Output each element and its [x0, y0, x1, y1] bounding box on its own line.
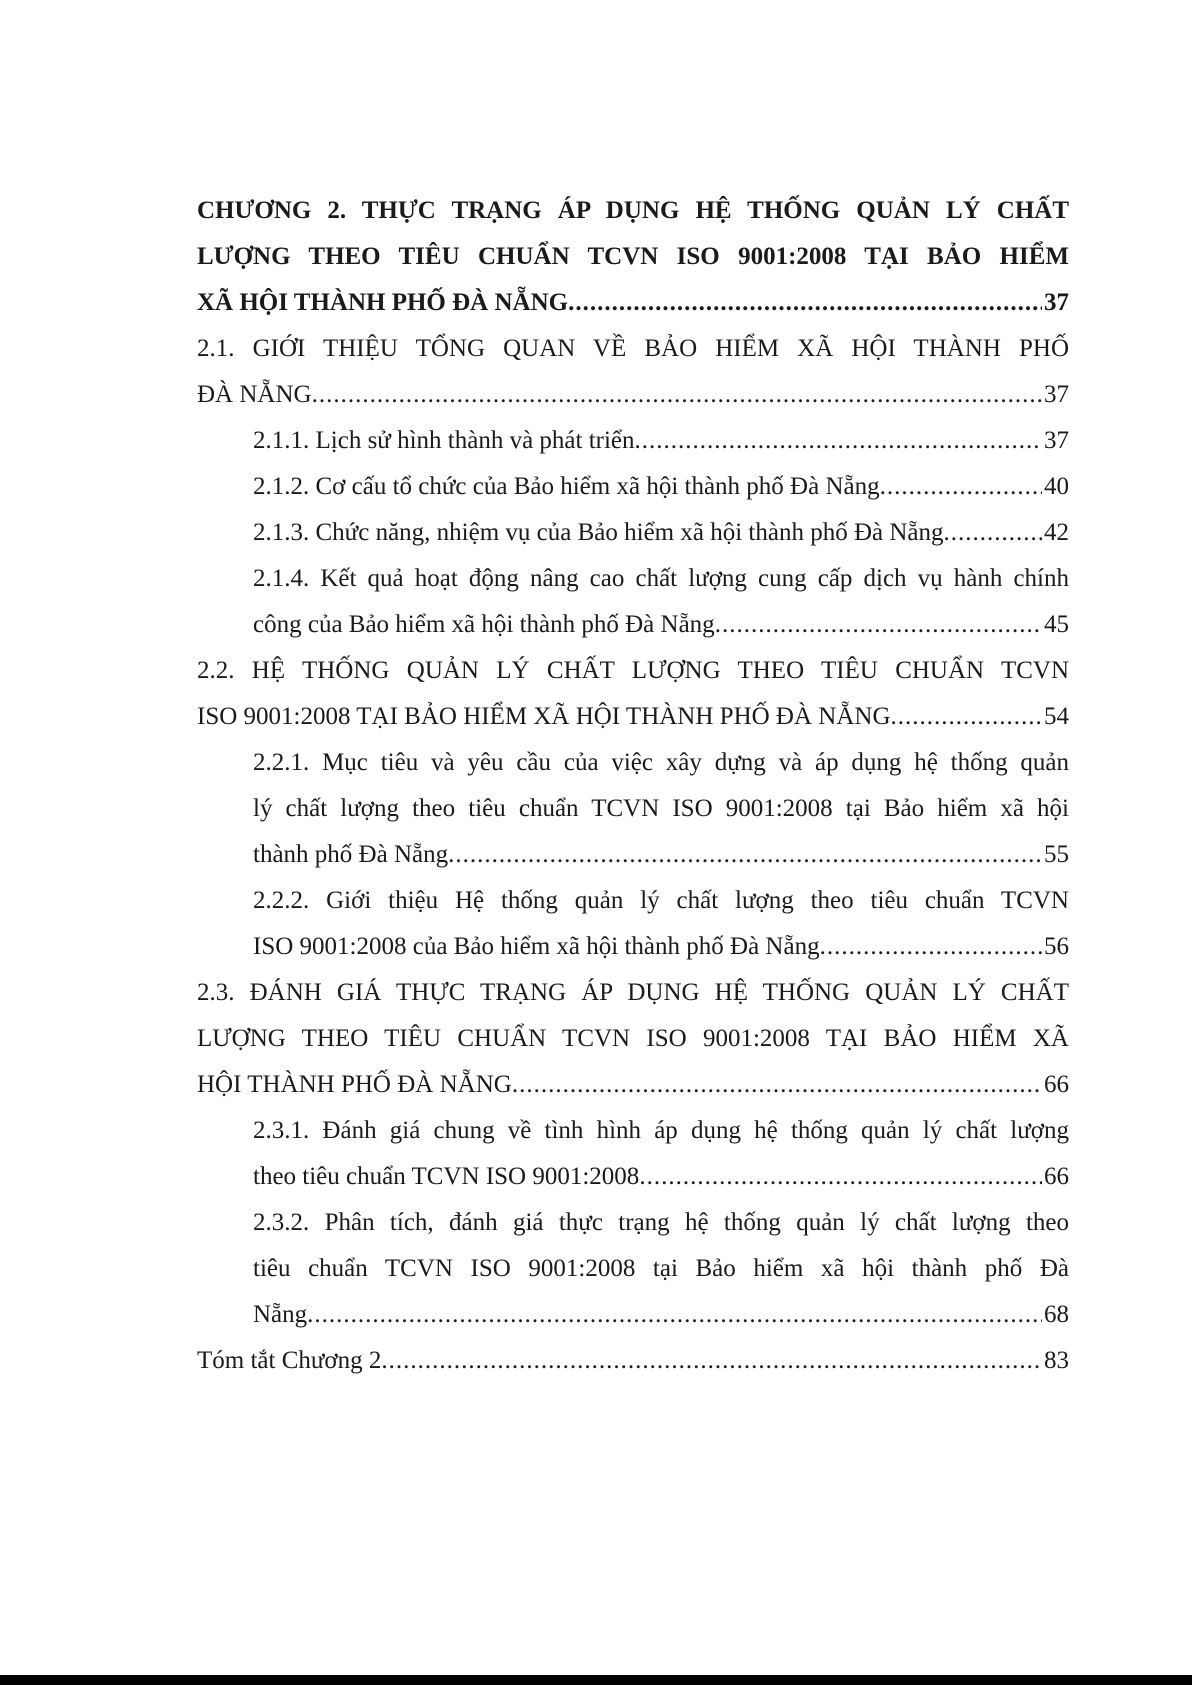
toc-entry-final-line: [253, 924, 1069, 970]
toc-entry-final-line: [197, 280, 1069, 326]
toc-entry-title: 2.1.1. Lịch sử hình thành và phát triển: [253, 427, 635, 454]
toc-entry-final-line: [253, 1292, 1069, 1338]
toc-entry[interactable]: [197, 740, 1069, 878]
toc-entry-final-line: [197, 1062, 1069, 1108]
toc-entry[interactable]: [197, 418, 1069, 464]
toc-entry-text-line: 2.2. HỆ THỐNG QUẢN LÝ CHẤT LƯỢNG THEO TIÊU CHUẨN TCVN: [197, 657, 1069, 684]
toc-entry-text-line: CHƯƠNG 2. THỰC TRẠNG ÁP DỤNG HỆ THỐNG QUẢN LÝ CHẤT: [197, 197, 1069, 224]
dot-leader: [639, 1154, 1042, 1200]
toc-page-number: 37: [1044, 427, 1069, 454]
toc-entry-text-line: 2.3. ĐÁNH GIÁ THỰC TRẠNG ÁP DỤNG HỆ THỐNG QUẢN LÝ CHẤT: [197, 979, 1069, 1006]
toc-entry-title: HỘI THÀNH PHỐ ĐÀ NẴNG: [197, 1071, 512, 1098]
toc-entry-final-line: [253, 1154, 1069, 1200]
toc-page-number: 68: [1044, 1301, 1069, 1328]
toc-entry-final-line: [253, 602, 1069, 648]
toc-entry-final-line: [253, 418, 1069, 464]
toc-page-number: 37: [1044, 289, 1069, 316]
toc-entry-text-line: tiêu chuẩn TCVN ISO 9001:2008 tại Bảo hiểm xã hội thành phố Đà: [253, 1255, 1069, 1282]
toc-entry[interactable]: [197, 1338, 1069, 1384]
toc-entry-title: thành phố Đà Nẵng: [253, 841, 449, 868]
toc-entry-title: Tóm tắt Chương 2: [197, 1347, 382, 1374]
toc-entry-text-line: 2.3.1. Đánh giá chung về tình hình áp dụng hệ thống quản lý chất lượng: [253, 1117, 1069, 1144]
toc-page-number: 45: [1044, 611, 1069, 638]
toc-page-number: 66: [1044, 1163, 1069, 1190]
toc-entry-final-line: [253, 832, 1069, 878]
toc-entry[interactable]: [197, 556, 1069, 648]
toc-entry-text-line: 2.1. GIỚI THIỆU TỔNG QUAN VỀ BẢO HIỂM XÃ HỘI THÀNH PHỐ: [197, 335, 1069, 362]
toc-entry[interactable]: [197, 188, 1069, 326]
toc-page-number: 42: [1044, 519, 1069, 546]
toc-entry-title: công của Bảo hiểm xã hội thành phố Đà Nẵng: [253, 611, 715, 638]
dot-leader: [568, 280, 1042, 326]
dot-leader: [944, 510, 1043, 556]
toc-entry[interactable]: [197, 1108, 1069, 1200]
dot-leader: [880, 464, 1042, 510]
toc-entry-text-line: 2.1.4. Kết quả hoạt động nâng cao chất lượng cung cấp dịch vụ hành chính: [253, 565, 1069, 592]
toc-page-number: 66: [1044, 1071, 1069, 1098]
toc-entry-title: 2.1.3. Chức năng, nhiệm vụ của Bảo hiểm xã hội thành phố Đà Nẵng: [253, 519, 944, 546]
toc-entry-title: ISO 9001:2008 TẠI BẢO HIỂM XÃ HỘI THÀNH PHỐ ĐÀ NẴNG: [197, 703, 891, 730]
dot-leader: [381, 1338, 1042, 1384]
toc-entry-text-line: LƯỢNG THEO TIÊU CHUẨN TCVN ISO 9001:2008 TẠI BẢO HIỂM: [197, 243, 1069, 270]
toc-entry-final-line: [197, 372, 1069, 418]
toc-entry-title: theo tiêu chuẩn TCVN ISO 9001:2008: [253, 1163, 640, 1190]
toc-page-number: 40: [1044, 473, 1069, 500]
dot-leader: [512, 1062, 1042, 1108]
dot-leader: [307, 1292, 1042, 1338]
toc-entry-final-line: [253, 510, 1069, 556]
dot-leader: [448, 832, 1042, 878]
toc-entry-text-line: 2.3.2. Phân tích, đánh giá thực trạng hệ thống quản lý chất lượng theo: [253, 1209, 1069, 1236]
toc-page-number: 54: [1044, 703, 1069, 730]
toc-entry-text-line: LƯỢNG THEO TIÊU CHUẨN TCVN ISO 9001:2008 TẠI BẢO HIỂM XÃ: [197, 1025, 1069, 1052]
toc-entry-title: ĐÀ NẴNG: [197, 381, 312, 408]
toc-entry[interactable]: [197, 878, 1069, 970]
dot-leader: [715, 602, 1042, 648]
toc-entry[interactable]: [197, 648, 1069, 740]
toc-entry[interactable]: [197, 970, 1069, 1108]
dot-leader: [635, 418, 1042, 464]
toc-entry-text-line: 2.2.1. Mục tiêu và yêu cầu của việc xây dựng và áp dụng hệ thống quản: [253, 749, 1069, 776]
toc-entry-final-line: [197, 694, 1069, 740]
toc-entry-title: 2.1.2. Cơ cấu tổ chức của Bảo hiểm xã hội thành phố Đà Nẵng: [253, 473, 880, 500]
toc-entry-title: XÃ HỘI THÀNH PHỐ ĐÀ NẴNG: [197, 289, 569, 316]
toc-entry-final-line: [253, 464, 1069, 510]
toc-entry-text-line: lý chất lượng theo tiêu chuẩn TCVN ISO 9001:2008 tại Bảo hiểm xã hội: [253, 795, 1069, 822]
toc-entry-title: ISO 9001:2008 của Bảo hiểm xã hội thành phố Đà Nẵng: [253, 933, 820, 960]
toc-entry[interactable]: [197, 326, 1069, 418]
toc-page-number: 83: [1044, 1347, 1069, 1374]
dot-leader: [891, 694, 1042, 740]
toc-entry-final-line: [197, 1338, 1069, 1384]
toc-entry[interactable]: [197, 464, 1069, 510]
toc-page-number: 37: [1044, 381, 1069, 408]
page-bottom-edge: [0, 1675, 1192, 1685]
toc-page-number: 55: [1044, 841, 1069, 868]
table-of-contents: [197, 188, 1069, 1384]
toc-entry-title: Nẵng: [253, 1301, 308, 1328]
toc-page-number: 56: [1044, 933, 1069, 960]
dot-leader: [820, 924, 1042, 970]
toc-entry[interactable]: [197, 1200, 1069, 1338]
dot-leader: [312, 372, 1042, 418]
toc-entry-text-line: 2.2.2. Giới thiệu Hệ thống quản lý chất lượng theo tiêu chuẩn TCVN: [253, 887, 1069, 914]
toc-entry[interactable]: [197, 510, 1069, 556]
